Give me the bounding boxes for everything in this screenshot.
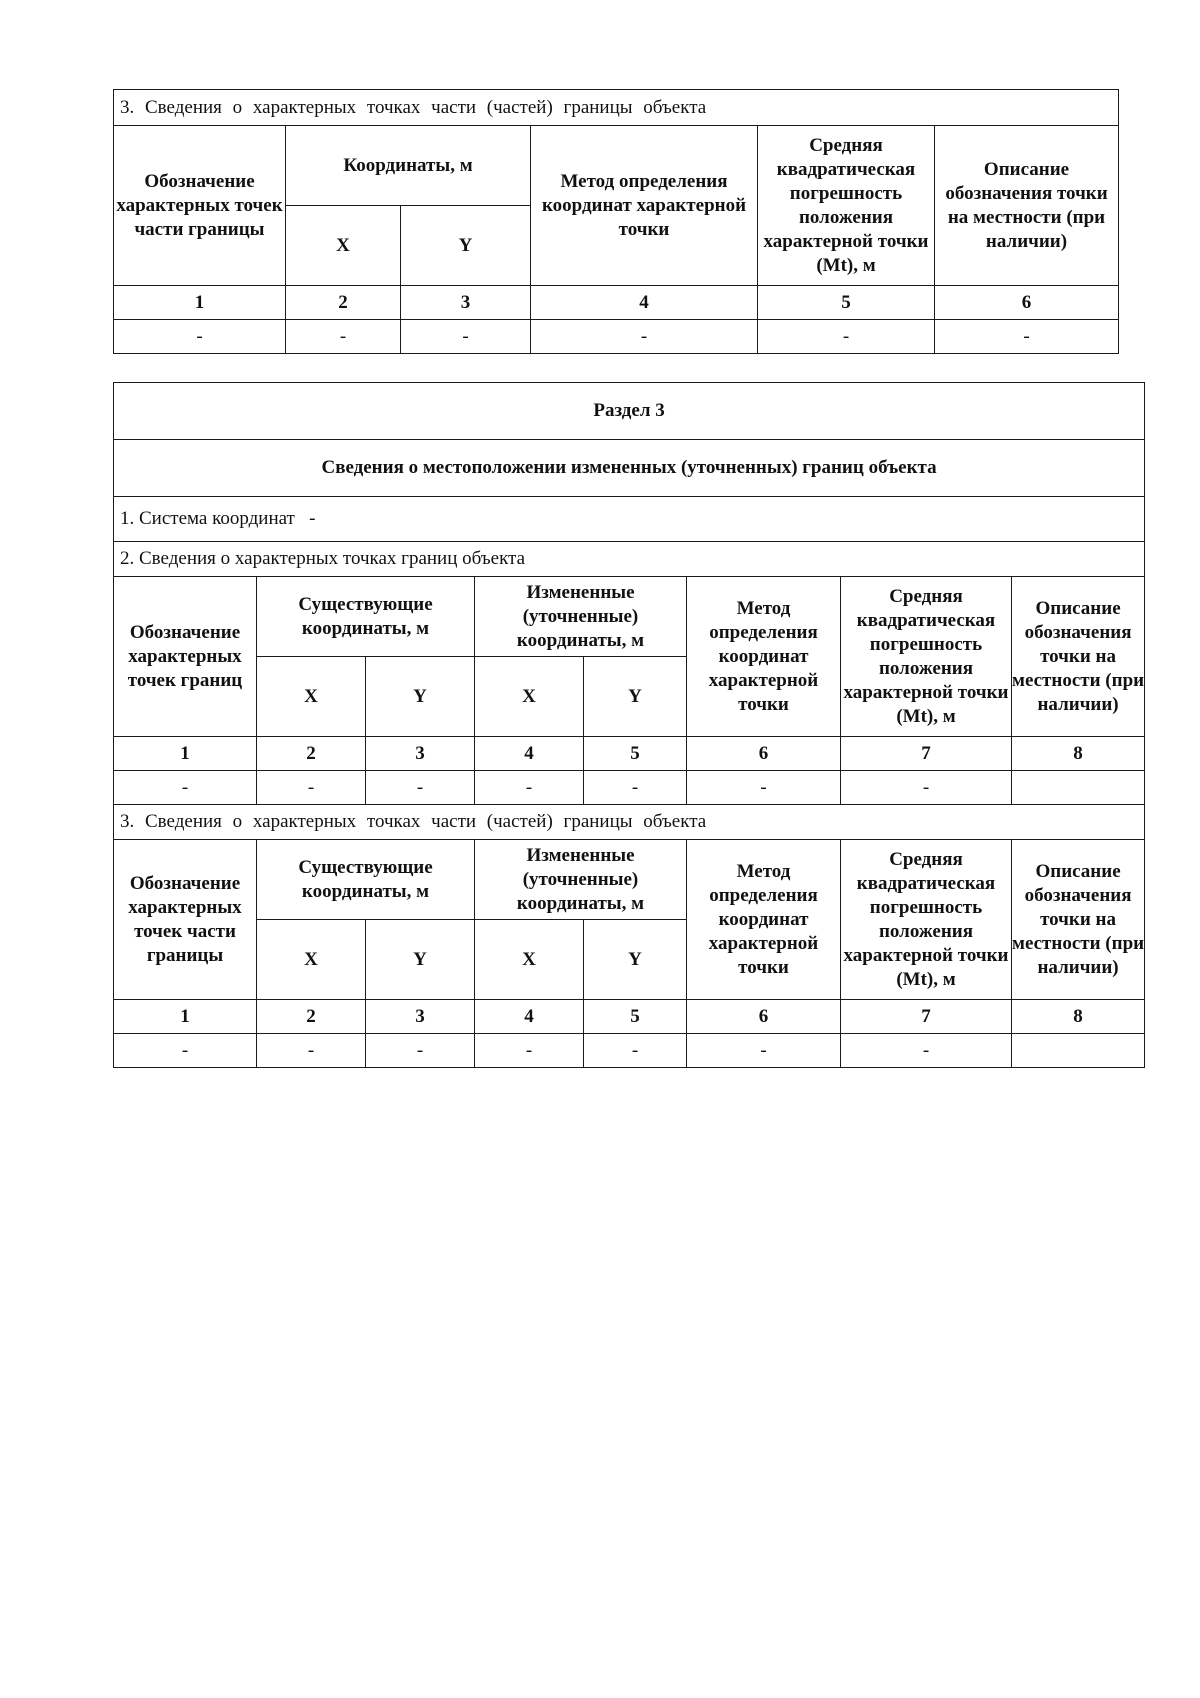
part2-existing-x-header: X bbox=[257, 657, 366, 737]
part2-error-header: Средняя квадратическая погрешность положения характерной точки (Mt), м bbox=[841, 577, 1012, 737]
part3-designation-header: Обозначение характерных точек части границы bbox=[114, 840, 257, 1000]
column-number: 4 bbox=[475, 737, 584, 771]
table-cell: - bbox=[114, 771, 257, 805]
part2-method-header: Метод определения координат характерной точки bbox=[687, 577, 841, 737]
table-cell: - bbox=[687, 771, 841, 805]
col-description-header: Описание обозначения точки на местности (при наличии) bbox=[935, 126, 1119, 286]
table-cell: - bbox=[366, 771, 475, 805]
table-cell: - bbox=[475, 771, 584, 805]
column-number: 2 bbox=[286, 286, 401, 320]
part3-method-header: Метод определения координат характерной точки bbox=[687, 840, 841, 1000]
table-cell: - bbox=[531, 320, 758, 354]
table-cell: - bbox=[687, 1034, 841, 1068]
column-number: 1 bbox=[114, 1000, 257, 1034]
table-cell: - bbox=[758, 320, 935, 354]
column-number: 8 bbox=[1012, 737, 1145, 771]
column-number: 7 bbox=[841, 737, 1012, 771]
column-number: 8 bbox=[1012, 1000, 1145, 1034]
column-number: 1 bbox=[114, 737, 257, 771]
table-cell: - bbox=[584, 1034, 687, 1068]
table-cell bbox=[1012, 771, 1145, 805]
part2-changed-y-header: Y bbox=[584, 657, 687, 737]
column-number: 2 bbox=[257, 1000, 366, 1034]
column-number: 5 bbox=[758, 286, 935, 320]
section-subheading: Сведения о местоположении измененных (уточненных) границ объекта bbox=[114, 440, 1145, 497]
part3-column-numbers-row bbox=[114, 1000, 1145, 1034]
col-method-header: Метод определения координат характерной точки bbox=[531, 126, 758, 286]
section-3-table bbox=[113, 382, 1145, 1068]
table-cell: - bbox=[114, 320, 286, 354]
table-cell: - bbox=[286, 320, 401, 354]
part2-changed-header: Измененные (уточненные) координаты, м bbox=[475, 577, 687, 657]
table-cell: - bbox=[841, 1034, 1012, 1068]
table-cell: - bbox=[401, 320, 531, 354]
part3-existing-y-header: Y bbox=[366, 920, 475, 1000]
table-row bbox=[114, 1034, 1145, 1068]
part2-title: 2. Сведения о характерных точках границ объекта bbox=[114, 542, 1145, 577]
column-number: 6 bbox=[935, 286, 1119, 320]
part3-changed-y-header: Y bbox=[584, 920, 687, 1000]
table-cell: - bbox=[366, 1034, 475, 1068]
column-number: 3 bbox=[366, 1000, 475, 1034]
col-y-header: Y bbox=[401, 206, 531, 286]
table-cell: - bbox=[257, 771, 366, 805]
part-boundary-points-table bbox=[113, 89, 1119, 354]
column-number: 3 bbox=[366, 737, 475, 771]
part3-error-header: Средняя квадратическая погрешность положения характерной точки (Mt), м bbox=[841, 840, 1012, 1000]
part2-description-header: Описание обозначения точки на местности (при наличии) bbox=[1012, 577, 1145, 737]
column-numbers-row bbox=[114, 286, 1119, 320]
coordinate-system: 1. Система координат - bbox=[114, 497, 1145, 542]
column-number: 4 bbox=[531, 286, 758, 320]
part2-column-numbers-row bbox=[114, 737, 1145, 771]
column-number: 4 bbox=[475, 1000, 584, 1034]
table-cell: - bbox=[475, 1034, 584, 1068]
part2-designation-header: Обозначение характерных точек границ bbox=[114, 577, 257, 737]
table-cell: - bbox=[257, 1034, 366, 1068]
table-row bbox=[114, 771, 1145, 805]
column-number: 5 bbox=[584, 737, 687, 771]
table-cell: - bbox=[841, 771, 1012, 805]
column-number: 5 bbox=[584, 1000, 687, 1034]
part3-title: 3. Сведения о характерных точках части (частей) границы объекта bbox=[114, 805, 1145, 840]
col-error-header: Средняя квадратическая погрешность положения характерной точки (Mt), м bbox=[758, 126, 935, 286]
part3-existing-header: Существующие координаты, м bbox=[257, 840, 475, 920]
table-cell: - bbox=[584, 771, 687, 805]
col-designation-header: Обозначение характерных точек части границы bbox=[114, 126, 286, 286]
part2-existing-y-header: Y bbox=[366, 657, 475, 737]
col-x-header: X bbox=[286, 206, 401, 286]
section-heading: Раздел 3 bbox=[114, 383, 1145, 440]
part2-changed-x-header: X bbox=[475, 657, 584, 737]
part3-existing-x-header: X bbox=[257, 920, 366, 1000]
part3-changed-x-header: X bbox=[475, 920, 584, 1000]
column-number: 6 bbox=[687, 1000, 841, 1034]
table-cell bbox=[1012, 1034, 1145, 1068]
column-number: 3 bbox=[401, 286, 531, 320]
column-number: 6 bbox=[687, 737, 841, 771]
part2-existing-header: Существующие координаты, м bbox=[257, 577, 475, 657]
table-cell: - bbox=[114, 1034, 257, 1068]
column-number: 1 bbox=[114, 286, 286, 320]
part3-description-header: Описание обозначения точки на местности (при наличии) bbox=[1012, 840, 1145, 1000]
table-row bbox=[114, 320, 1119, 354]
col-coords-header: Координаты, м bbox=[286, 126, 531, 206]
column-number: 7 bbox=[841, 1000, 1012, 1034]
column-number: 2 bbox=[257, 737, 366, 771]
table-title: 3. Сведения о характерных точках части (частей) границы объекта bbox=[114, 90, 1119, 126]
table-cell: - bbox=[935, 320, 1119, 354]
part3-changed-header: Измененные (уточненные) координаты, м bbox=[475, 840, 687, 920]
